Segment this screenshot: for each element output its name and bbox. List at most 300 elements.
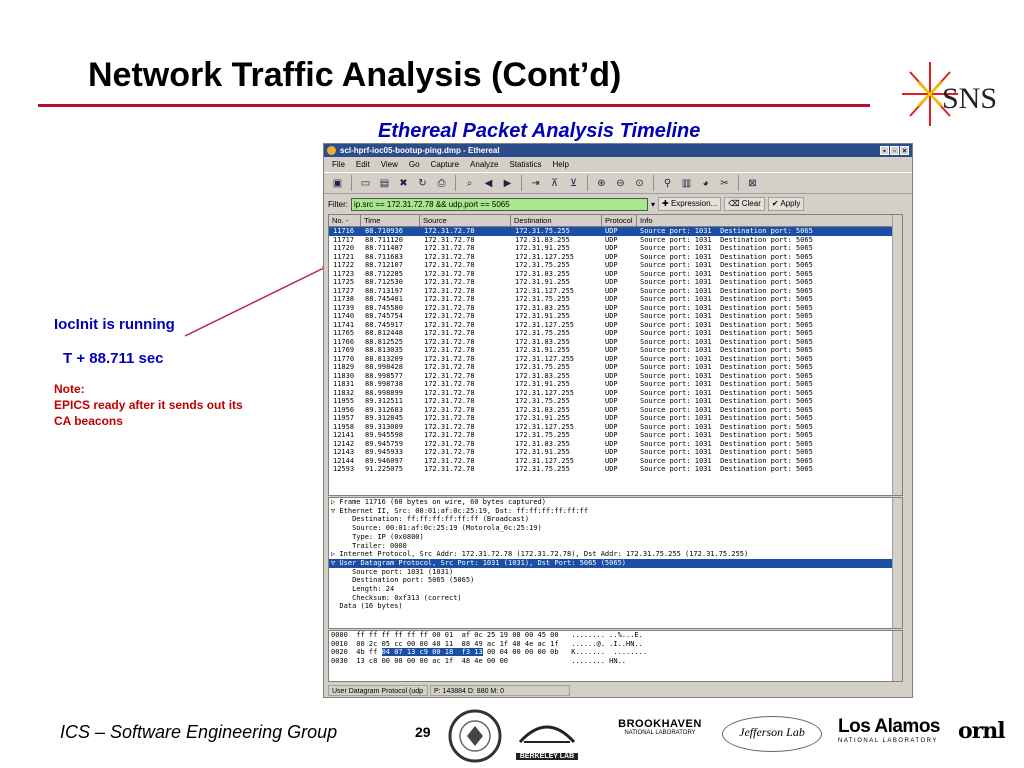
cell-destination: 172.31.75.255	[515, 295, 570, 303]
window-title: scl-hprf-ioc05-bootup-ping.dmp - Ethereal	[340, 146, 500, 155]
cell-destination: 172.31.91.255	[515, 380, 570, 388]
los-alamos-name: Los Alamos	[838, 716, 940, 737]
cell-destination: 172.31.91.255	[515, 448, 570, 456]
cell-time: 88.998577	[365, 371, 403, 380]
cell-no: 11957	[333, 414, 355, 422]
detail-row[interactable]: Trailer: 0000	[331, 541, 407, 550]
cell-time: 88.712107	[365, 261, 403, 269]
cell-time: 88.998899	[365, 388, 403, 397]
jefferson-lab-logo: Jefferson Lab	[722, 716, 822, 752]
cell-time: 88.745754	[365, 312, 403, 320]
back-icon[interactable]: ◀	[484, 177, 493, 189]
packet-list[interactable]	[328, 214, 903, 496]
packet-row[interactable]	[329, 346, 902, 355]
sns-logo	[900, 52, 1000, 136]
ethereal-window	[323, 143, 913, 698]
filter-dropdown-icon[interactable]: ▾	[651, 199, 656, 209]
packet-row[interactable]	[329, 321, 902, 330]
col-time[interactable]: Time	[361, 215, 420, 226]
cell-protocol: UDP	[605, 456, 618, 465]
cell-destination: 172.31.75.255	[515, 329, 570, 337]
cell-no: 11829	[333, 363, 355, 371]
cell-source: 172.31.72.78	[424, 235, 475, 244]
berkeley-lab-logo	[516, 712, 578, 762]
berkeley-lab-mark	[516, 712, 578, 748]
col-protocol[interactable]: Protocol	[602, 215, 637, 226]
cell-source: 172.31.72.78	[424, 380, 475, 388]
cell-time: 89.312683	[365, 405, 403, 414]
cell-source: 172.31.72.78	[424, 363, 475, 371]
cell-destination: 172.31.91.255	[515, 312, 570, 320]
cell-protocol: UDP	[605, 295, 618, 303]
cell-destination: 172.31.127.255	[515, 388, 575, 397]
cell-protocol: UDP	[605, 388, 618, 397]
cell-info: Source port: 1031 Destination port: 5065	[640, 448, 813, 456]
cell-no: 11717	[333, 235, 355, 244]
packet-row[interactable]	[329, 295, 902, 304]
cell-info: Source port: 1031 Destination port: 5065	[640, 337, 813, 346]
packet-row[interactable]	[329, 431, 902, 440]
cell-source: 172.31.72.78	[424, 456, 475, 465]
detail-row[interactable]: Checksum: 0xf313 (correct)	[331, 593, 462, 602]
title-rule	[38, 104, 870, 107]
zoom-normal-icon[interactable]: ⊙	[635, 177, 644, 189]
cell-protocol: UDP	[605, 405, 618, 414]
cell-destination: 172.31.127.255	[515, 456, 575, 465]
cell-no: 11740	[333, 312, 355, 320]
note	[54, 381, 254, 429]
detail-row[interactable]: ▷ Frame 11716 (60 bytes on wire, 60 bytes captured)	[331, 498, 546, 506]
forward-icon[interactable]: ▶	[503, 177, 512, 189]
los-alamos-sub: NATIONAL LABORATORY	[838, 738, 938, 744]
interfaces-icon[interactable]: ▣	[332, 177, 343, 189]
cell-destination: 172.31.127.255	[515, 320, 575, 329]
menu-statistics[interactable]: Statistics	[509, 160, 542, 169]
cell-no: 11766	[333, 337, 355, 346]
cell-destination: 172.31.83.255	[515, 405, 570, 414]
cell-no: 11738	[333, 295, 355, 303]
cell-info: Source port: 1031 Destination port: 5065	[640, 320, 813, 329]
cell-info: Source port: 1031 Destination port: 5065	[640, 252, 813, 261]
packet-row[interactable]	[329, 457, 902, 466]
cell-source: 172.31.72.78	[424, 286, 475, 295]
cell-time: 88.711120	[365, 235, 403, 244]
packet-row[interactable]	[329, 440, 902, 449]
packet-rows	[329, 227, 902, 474]
cell-no: 11721	[333, 252, 355, 261]
detail-row[interactable]: ▽ Ethernet II, Src: 00:01:af:0c:25:19, Dst: ff:ff:ff:ff:ff:ff	[331, 506, 589, 515]
cell-info: Source port: 1031 Destination port: 5065	[640, 227, 813, 235]
filter-bar	[324, 194, 912, 214]
packet-row[interactable]	[329, 389, 902, 398]
packet-row[interactable]	[329, 270, 902, 279]
cell-destination: 172.31.83.255	[515, 439, 570, 448]
page-number: 29	[415, 724, 431, 740]
zoom-in-icon[interactable]: ⊕	[597, 177, 606, 189]
zoom-out-icon[interactable]: ⊖	[616, 177, 625, 189]
close-icon[interactable]: ✖	[399, 177, 408, 189]
menu-file[interactable]: File	[332, 160, 345, 169]
cell-no: 11831	[333, 380, 355, 388]
cell-info: Source port: 1031 Destination port: 5065	[640, 388, 813, 397]
note-text: EPICS ready after it sends out its CA beacons	[54, 398, 243, 428]
cell-protocol: UDP	[605, 286, 618, 295]
cell-source: 172.31.72.78	[424, 252, 475, 261]
cell-source: 172.31.72.78	[424, 278, 475, 286]
detail-row[interactable]: ▷ Internet Protocol, Src Addr: 172.31.72.78 (172.31.72.78), Dst Addr: 172.31.75.255 (172.31.75.255)	[331, 550, 749, 559]
packet-row[interactable]	[329, 253, 902, 262]
col-no[interactable]: No. -	[329, 215, 361, 226]
cell-info: Source port: 1031 Destination port: 5065	[640, 439, 813, 448]
col-destination[interactable]: Destination	[511, 215, 602, 226]
sns-logo-text: SNS	[942, 82, 998, 115]
cell-time: 89.313009	[365, 422, 403, 431]
detail-row[interactable]: Destination: ff:ff:ff:ff:ff:ff (Broadcast)	[331, 515, 530, 524]
cell-info: Source port: 1031 Destination port: 5065	[640, 269, 813, 278]
cell-source: 172.31.72.78	[424, 439, 475, 448]
preferences-icon[interactable]: ✂	[720, 177, 729, 189]
cell-source: 172.31.72.78	[424, 244, 475, 252]
cell-source: 172.31.72.78	[424, 354, 475, 363]
maximize-button[interactable]: ▫	[890, 146, 899, 155]
cell-no: 11956	[333, 405, 355, 414]
hex-row: 0000 ff ff ff ff ff ff 00 01 af 0c 25 19 08 00 45 00 ........ ..%...E.	[331, 631, 643, 639]
cell-time: 89.945933	[365, 448, 403, 456]
annotation-running: IocInit is running	[54, 316, 175, 333]
cell-info: Source port: 1031 Destination port: 5065	[640, 465, 813, 473]
cell-source: 172.31.72.78	[424, 337, 475, 346]
packet-row[interactable]	[329, 329, 902, 338]
cell-destination: 172.31.91.255	[515, 244, 570, 252]
packet-row[interactable]	[329, 236, 902, 245]
annotation-time: T + 88.711 sec	[63, 350, 164, 367]
cell-time: 88.745917	[365, 320, 403, 329]
cell-source: 172.31.72.78	[424, 312, 475, 320]
menu-edit[interactable]: Edit	[355, 160, 370, 169]
cell-protocol: UDP	[605, 278, 618, 286]
cell-time: 88.812525	[365, 337, 403, 346]
hex-rows	[329, 631, 902, 666]
packet-row[interactable]	[329, 397, 902, 406]
capture-filter-icon[interactable]: ⚲	[663, 177, 672, 189]
packet-row[interactable]	[329, 261, 902, 270]
cell-destination: 172.31.83.255	[515, 269, 570, 278]
packet-row[interactable]	[329, 355, 902, 364]
cell-source: 172.31.72.78	[424, 295, 475, 303]
cell-info: Source port: 1031 Destination port: 5065	[640, 244, 813, 252]
menu-capture[interactable]: Capture	[430, 160, 460, 169]
cell-destination: 172.31.83.255	[515, 371, 570, 380]
find-icon[interactable]: ⌕	[466, 177, 473, 189]
cell-destination: 172.31.83.255	[515, 337, 570, 346]
cell-protocol: UDP	[605, 414, 618, 422]
hex-row: 0030 13 c8 00 00 00 00 ac 1f 48 4e 00 00 ........ HN..	[331, 657, 627, 666]
cell-source: 172.31.72.78	[424, 448, 475, 456]
hex-row: 0020 4b ff 04 07 13 c9 00 18 f3 13 00 04 00 00 00 0b K....... ........	[331, 648, 648, 657]
cell-source: 172.31.72.78	[424, 371, 475, 380]
cell-time: 88.813035	[365, 346, 403, 354]
cell-no: 12144	[333, 456, 355, 465]
cell-source: 172.31.72.78	[424, 405, 475, 414]
cell-info: Source port: 1031 Destination port: 5065	[640, 431, 813, 439]
cell-no: 12141	[333, 431, 355, 439]
clear-button[interactable]: ⌫ Clear	[724, 197, 765, 211]
cell-protocol: UDP	[605, 252, 618, 261]
packet-row[interactable]	[329, 406, 902, 415]
cell-no: 11765	[333, 329, 355, 337]
detail-row[interactable]: Data (16 bytes)	[331, 602, 403, 611]
cell-no: 11720	[333, 244, 355, 252]
cell-protocol: UDP	[605, 371, 618, 380]
cell-protocol: UDP	[605, 422, 618, 431]
window-titlebar[interactable]	[324, 144, 912, 157]
cell-protocol: UDP	[605, 312, 618, 320]
cell-info: Source port: 1031 Destination port: 5065	[640, 371, 813, 380]
cell-time: 88.712285	[365, 269, 403, 278]
detail-rows	[329, 498, 902, 611]
cell-no: 11723	[333, 269, 355, 278]
status-counts: P: 143884 D: 880 M: 0	[430, 685, 570, 696]
cell-destination: 172.31.75.255	[515, 397, 570, 405]
cell-info: Source port: 1031 Destination port: 5065	[640, 278, 813, 286]
packet-row[interactable]	[329, 304, 902, 313]
cell-time: 88.998428	[365, 363, 403, 371]
packet-list-header	[329, 215, 902, 227]
cell-protocol: UDP	[605, 397, 618, 405]
col-source[interactable]: Source	[420, 215, 511, 226]
cell-time: 89.946097	[365, 456, 403, 465]
cell-destination: 172.31.75.255	[515, 363, 570, 371]
detail-row[interactable]: Type: IP (0x0800)	[331, 532, 424, 541]
first-icon[interactable]: ⊼	[550, 177, 559, 189]
bytes-scrollbar[interactable]	[892, 631, 902, 681]
cell-info: Source port: 1031 Destination port: 5065	[640, 397, 813, 405]
cell-protocol: UDP	[605, 439, 618, 448]
cell-protocol: UDP	[605, 235, 618, 244]
cell-source: 172.31.72.78	[424, 388, 475, 397]
cell-source: 172.31.72.78	[424, 320, 475, 329]
cell-destination: 172.31.127.255	[515, 252, 575, 261]
menu-analyze[interactable]: Analyze	[470, 160, 499, 169]
cell-no: 12143	[333, 448, 355, 456]
cell-destination: 172.31.75.255	[515, 261, 570, 269]
cell-protocol: UDP	[605, 269, 618, 278]
cell-source: 172.31.72.78	[424, 227, 475, 235]
cell-time: 91.225075	[365, 465, 403, 473]
detail-row[interactable]: Length: 24	[331, 585, 395, 594]
cell-protocol: UDP	[605, 465, 618, 473]
packet-row[interactable]	[329, 338, 902, 347]
slide-title: Network Traffic Analysis (Cont’d)	[88, 56, 622, 94]
cell-time: 88.713197	[365, 286, 403, 295]
cell-no: 11727	[333, 286, 355, 295]
cell-info: Source port: 1031 Destination port: 5065	[640, 235, 813, 244]
cell-info: Source port: 1031 Destination port: 5065	[640, 380, 813, 388]
brookhaven-sub: NATIONAL LABORATORY	[624, 730, 696, 736]
coloring-icon[interactable]: ◕	[702, 177, 709, 189]
cell-time: 88.711683	[365, 252, 403, 261]
cell-info: Source port: 1031 Destination port: 5065	[640, 456, 813, 465]
cell-info: Source port: 1031 Destination port: 5065	[640, 329, 813, 337]
cell-protocol: UDP	[605, 244, 618, 252]
los-alamos-logo	[838, 716, 944, 744]
packet-row[interactable]	[329, 278, 902, 287]
cell-time: 88.710936	[365, 227, 403, 235]
packet-row[interactable]	[329, 423, 902, 432]
cell-info: Source port: 1031 Destination port: 5065	[640, 363, 813, 371]
cell-source: 172.31.72.78	[424, 346, 475, 354]
display-filter-icon[interactable]: ▥	[681, 177, 692, 189]
reload-icon[interactable]: ↻	[418, 177, 427, 189]
cell-source: 172.31.72.78	[424, 431, 475, 439]
cell-time: 88.812448	[365, 329, 403, 337]
cell-protocol: UDP	[605, 337, 618, 346]
detail-row[interactable]: Source: 00:01:af:0c:25:19 (Motorola_0c:25:19)	[331, 524, 542, 533]
cell-time: 89.945598	[365, 431, 403, 439]
cell-info: Source port: 1031 Destination port: 5065	[640, 414, 813, 422]
cell-source: 172.31.72.78	[424, 414, 475, 422]
cell-protocol: UDP	[605, 448, 618, 456]
packet-row[interactable]	[329, 227, 902, 236]
apply-button[interactable]: ✔ Apply	[768, 197, 805, 211]
packet-row[interactable]	[329, 244, 902, 253]
cell-no: 11958	[333, 422, 355, 431]
close-window-button[interactable]: ×	[900, 146, 909, 155]
statusbar	[328, 685, 908, 696]
menu-view[interactable]: View	[380, 160, 398, 169]
cell-source: 172.31.72.78	[424, 261, 475, 269]
goto-icon[interactable]: ⇥	[531, 177, 540, 189]
packet-row[interactable]	[329, 465, 902, 474]
detail-row[interactable]: Destination port: 5065 (5065)	[331, 576, 475, 585]
cell-destination: 172.31.83.255	[515, 235, 570, 244]
cell-time: 88.711487	[365, 244, 403, 252]
cell-info: Source port: 1031 Destination port: 5065	[640, 354, 813, 363]
cell-info: Source port: 1031 Destination port: 5065	[640, 303, 813, 312]
packet-row[interactable]	[329, 414, 902, 423]
packet-list-scrollbar[interactable]	[892, 215, 902, 495]
cell-destination: 172.31.75.255	[515, 431, 570, 439]
cell-source: 172.31.72.78	[424, 397, 475, 405]
cell-protocol: UDP	[605, 363, 618, 371]
packet-row[interactable]	[329, 312, 902, 321]
cell-no: 12142	[333, 439, 355, 448]
cell-destination: 172.31.127.255	[515, 354, 575, 363]
print-icon[interactable]: ⎙	[437, 177, 446, 189]
packet-bytes[interactable]	[328, 630, 903, 682]
menu-help[interactable]: Help	[552, 160, 569, 169]
toolbar	[324, 172, 912, 194]
cell-destination: 172.31.83.255	[515, 303, 570, 312]
cell-protocol: UDP	[605, 380, 618, 388]
last-icon[interactable]: ⊻	[569, 177, 578, 189]
cell-info: Source port: 1031 Destination port: 5065	[640, 295, 813, 303]
cell-time: 89.945759	[365, 439, 403, 448]
minimize-button[interactable]: ▪	[880, 146, 889, 155]
packet-row[interactable]	[329, 372, 902, 381]
cell-source: 172.31.72.78	[424, 422, 475, 431]
cell-protocol: UDP	[605, 346, 618, 354]
cell-no: 11722	[333, 261, 355, 269]
cell-no: 11769	[333, 346, 355, 354]
cell-info: Source port: 1031 Destination port: 5065	[640, 261, 813, 269]
menu-go[interactable]: Go	[408, 160, 420, 169]
cell-protocol: UDP	[605, 227, 618, 235]
cell-destination: 172.31.127.255	[515, 286, 575, 295]
packet-row[interactable]	[329, 363, 902, 372]
open-icon[interactable]: ▭	[360, 177, 371, 189]
cell-source: 172.31.72.78	[424, 465, 475, 473]
hex-row: 0010 00 2c 05 cc 00 00 40 11 88 49 ac 1f 48 4e ac 1f ......@. .I..HN..	[331, 639, 643, 648]
cell-protocol: UDP	[605, 354, 618, 363]
cell-info: Source port: 1031 Destination port: 5065	[640, 286, 813, 295]
cell-info: Source port: 1031 Destination port: 5065	[640, 405, 813, 414]
cell-protocol: UDP	[605, 261, 618, 269]
brookhaven-logo	[612, 718, 708, 736]
packet-row[interactable]	[329, 287, 902, 296]
cell-no: 11832	[333, 388, 355, 397]
details-scrollbar[interactable]	[892, 498, 902, 628]
cell-time: 88.745401	[365, 295, 403, 303]
detail-row[interactable]: Source port: 1031 (1031)	[331, 567, 454, 576]
packet-details[interactable]	[328, 497, 903, 629]
status-field: User Datagram Protocol (udp	[328, 685, 428, 696]
filter-input[interactable]: ip.src == 172.31.72.78 && udp.port == 5065	[351, 198, 648, 211]
cell-destination: 172.31.91.255	[515, 414, 570, 422]
save-icon[interactable]: ▤	[379, 177, 390, 189]
cell-source: 172.31.72.78	[424, 269, 475, 278]
cell-no: 11830	[333, 371, 355, 380]
cell-time: 89.312845	[365, 414, 403, 422]
cell-info: Source port: 1031 Destination port: 5065	[640, 346, 813, 354]
app-icon	[327, 146, 336, 155]
cell-no: 11739	[333, 303, 355, 312]
cell-protocol: UDP	[605, 431, 618, 439]
cell-source: 172.31.72.78	[424, 329, 475, 337]
cell-protocol: UDP	[605, 303, 618, 312]
subtitle: Ethereal Packet Analysis Timeline	[378, 120, 701, 142]
cell-time: 88.745580	[365, 303, 403, 312]
ornl-logo: ornl	[958, 718, 1005, 744]
cell-protocol: UDP	[605, 329, 618, 337]
cell-no: 11741	[333, 320, 355, 329]
note-label: Note:	[54, 382, 85, 396]
col-info[interactable]: Info	[637, 215, 902, 226]
footer-text: ICS – Software Engineering Group	[60, 722, 338, 742]
cell-destination: 172.31.75.255	[515, 465, 570, 473]
cell-time: 89.312511	[365, 397, 403, 405]
cell-source: 172.31.72.78	[424, 303, 475, 312]
brookhaven-name: BROOKHAVEN	[618, 718, 702, 730]
packet-row[interactable]	[329, 380, 902, 389]
argonne-logo	[442, 708, 508, 764]
cell-no: 11955	[333, 397, 355, 405]
berkeley-lab-label: BERKELEY LAB	[516, 753, 578, 760]
cell-no: 12593	[333, 465, 355, 473]
cell-no: 11770	[333, 354, 355, 363]
cell-destination: 172.31.91.255	[515, 346, 570, 354]
detail-row[interactable]: ▽ User Datagram Protocol, Src Port: 1031 (1031), Dst Port: 5065 (5065)	[329, 559, 902, 568]
cell-protocol: UDP	[605, 320, 618, 329]
help-icon[interactable]: ⊠	[748, 177, 757, 189]
filter-label: Filter:	[328, 199, 348, 209]
packet-row[interactable]	[329, 448, 902, 457]
cell-time: 88.813209	[365, 354, 403, 363]
expression-button[interactable]: ✚ Expression...	[658, 197, 721, 211]
cell-destination: 172.31.75.255	[515, 227, 570, 235]
cell-destination: 172.31.91.255	[515, 278, 570, 286]
cell-destination: 172.31.127.255	[515, 422, 575, 431]
